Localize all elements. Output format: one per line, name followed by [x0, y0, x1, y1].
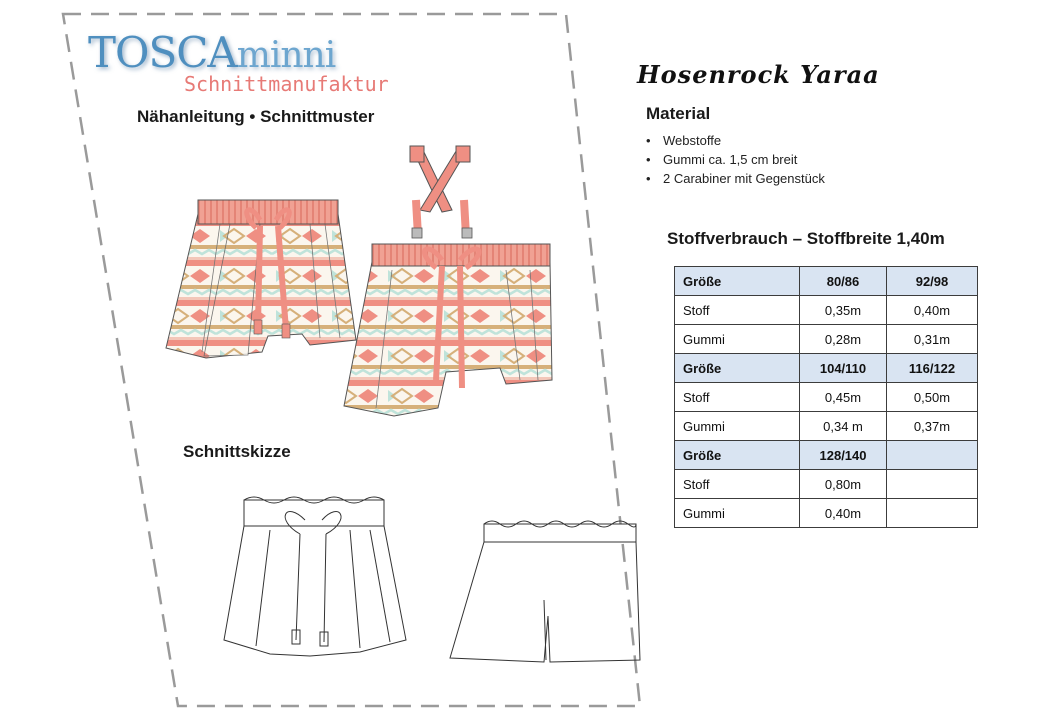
- table-cell: 80/86: [800, 267, 887, 296]
- table-cell: [887, 470, 978, 499]
- table-cell: 0,37m: [887, 412, 978, 441]
- table-cell: 0,40m: [800, 499, 887, 528]
- table-cell: Gummi: [675, 325, 800, 354]
- shorts-with-suspenders: [344, 146, 552, 416]
- fabric-usage-table: [674, 266, 978, 528]
- table-cell: [887, 499, 978, 528]
- table-row: [675, 383, 978, 412]
- table-cell: Größe: [675, 441, 800, 470]
- table-cell: 92/98: [887, 267, 978, 296]
- material-list: [646, 131, 825, 188]
- list-item: • Gummi ca. 1,5 cm breit: [646, 152, 798, 167]
- table-cell: 0,45m: [800, 383, 887, 412]
- table-cell: 104/110: [800, 354, 887, 383]
- table-cell: Stoff: [675, 296, 800, 325]
- table-row: [675, 354, 978, 383]
- table-row: [675, 296, 978, 325]
- brand-logo: [88, 28, 418, 108]
- logo-wordmark: TOSCAminni: [88, 28, 336, 77]
- material-heading: Material: [646, 104, 711, 123]
- table-cell: 128/140: [800, 441, 887, 470]
- table-cell: Gummi: [675, 412, 800, 441]
- table-cell: Gummi: [675, 499, 800, 528]
- sketch-section-title: Schnittskizze: [183, 442, 291, 461]
- table-row: [675, 470, 978, 499]
- table-cell: Stoff: [675, 383, 800, 412]
- list-item: • 2 Carabiner mit Gegenstück: [646, 171, 825, 186]
- logo-tagline: Schnittmanufaktur: [184, 72, 389, 96]
- table-row: [675, 267, 978, 296]
- garment-technical-sketch: [200, 490, 650, 670]
- list-item: • Webstoffe: [646, 133, 722, 148]
- table-cell: 0,34 m: [800, 412, 887, 441]
- table-cell: 0,35m: [800, 296, 887, 325]
- fabric-usage-heading: Stoffverbrauch – Stoffbreite 1,40m: [667, 229, 945, 248]
- garment-illustration-colored: [160, 140, 560, 425]
- table-row: [675, 325, 978, 354]
- table-cell: 0,40m: [887, 296, 978, 325]
- table-cell: Größe: [675, 267, 800, 296]
- table-row: [675, 441, 978, 470]
- table-cell: 0,28m: [800, 325, 887, 354]
- shorts-front-view: [166, 200, 356, 358]
- table-cell: Stoff: [675, 470, 800, 499]
- product-title: Hosenrock Yaraa: [637, 60, 880, 89]
- table-cell: 0,31m: [887, 325, 978, 354]
- table-row: [675, 412, 978, 441]
- table-cell: 0,50m: [887, 383, 978, 412]
- pattern-subtitle: Nähanleitung • Schnittmuster: [137, 107, 375, 126]
- table-cell: Größe: [675, 354, 800, 383]
- table-cell: [887, 441, 978, 470]
- table-cell: 0,80m: [800, 470, 887, 499]
- table-row: [675, 499, 978, 528]
- table-cell: 116/122: [887, 354, 978, 383]
